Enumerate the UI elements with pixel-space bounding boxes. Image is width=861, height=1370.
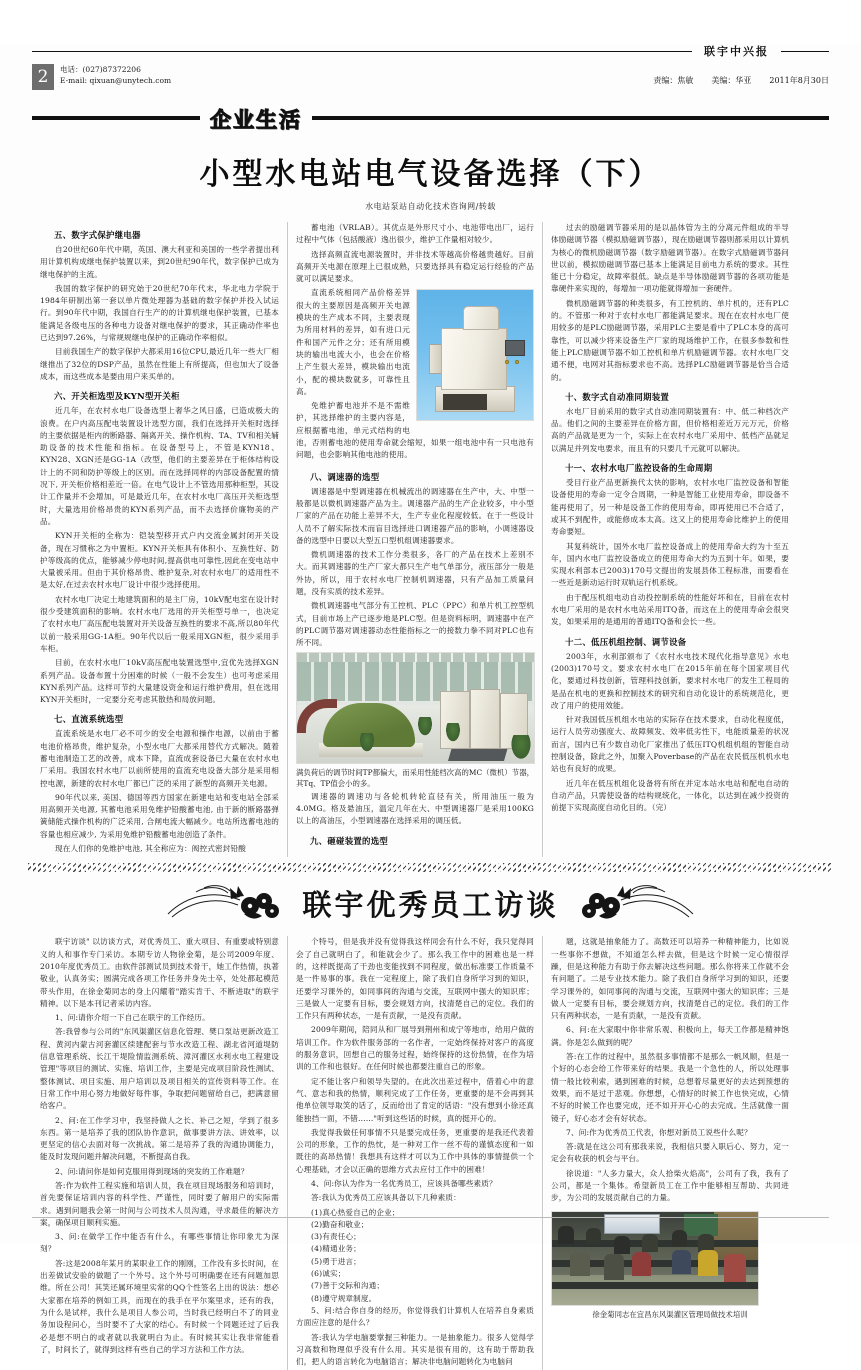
paragraph: 2009年期间，陪同从和厂展导到荆州和成宁等地市，给用户做的培训工作。作为软件服务部的一名作者，一定始终保持对客户的高度的服务意识，回想自己的服务过程，始终保持的这份热情，在作为培训的工作和也很好。在任何时候也都要注重自己的形象。 (296, 1025, 534, 1072)
heading-10: 十、数字式自动准同期装置 (565, 391, 670, 402)
photo-detail (642, 1234, 658, 1252)
paragraph: 徐说道："人多力量大，众人拾柴火焰高"，公司有了我，我有了公司，都是一个集体。希望新员工在工作中能够相互帮助、共同进步，为公司的发展贡献自己的力量。 (551, 1168, 789, 1203)
photo-detail (552, 1282, 758, 1289)
paragraph: 自20世纪60年代中期，英国、澳大利亚和美国的一些学者提出利用计算机构成继电保护装置以来，到20世纪90年代，数字保护已成为继电保护的主流。 (40, 245, 279, 279)
photo-detail (297, 653, 534, 662)
paragraph: 由于配压机组电动自动投控制系统的性能好坏和在，目前在农村水电厂采用的是农村水电站采用ITQ备，而这在上的使用寿命会很突发，如果采用的是通用的普通ITQ备和会长一些。 (551, 592, 789, 627)
photo-powerhouse-interior (296, 652, 535, 764)
list-item: (2)勤奋和敬业； (311, 1219, 369, 1229)
paragraph: 近几年，在农村水电厂设备选型上奢华之风日盛，已造成极大的浪费。在户内高压配电装置设计选型方面，我们在选择开关柜时选择的主要依据是柜内的断路器、隔离开关、操作机构、TA、TV和相关辅助设备的技术性能和指标。在设备型号上，不管是KYN18、KYN28、XGN还是GG-1A（改型，他们的主要差异在于柜体结构设计上的不同和防护等级上的区别。而在选择同样的内部设备配置的情况下, 开关柜价格相差近一倍。在电气设计上不管选用那种柜型，其设计工作量并不会增加，可是最近几年，在农村水电厂高压开关柜选型时，大量选用价格昂贵的KYN系列产品，而不去选择价廉物美的产品。 (40, 406, 279, 526)
interview-answer: 答:就是在这公司有那我来说，我相信只要入职后心、努力，定一定会有收获的机会与平台。 (551, 1142, 789, 1164)
photo-caption: 徐金菊同志在宜昌东风渠灌区管理局做技术培训 (592, 1309, 748, 1319)
masthead (32, 44, 829, 106)
paragraph: 我觉得我做任何事情不只是要完成任务，更重要的是我还代表着公司的形象，工作的热忱，是一种对工作一丝不苟的谨慎态度和一如既往的高昂热情！我想具有这样才可以为工作中具体的事情提供一个心理基础，才会以正确的思维方式去应付工作中的困难！ (296, 1127, 534, 1174)
paragraph: 近几年在低压机组化设备将有所在并定本站水电站和配电自动的自动产品，只需使设备的结构规统化，一体化，以达到在减少投资的前提下实现高度自动化目的。（完） (551, 778, 789, 813)
paragraph: 水电厂目前采用的数字式自动准同期装置有：中、低二种档次产品。他们之间的主要差异在价格方面，但价格相差近万元万元，价格高的产品就是更为一个，实际上在农村水电厂采用中、低档产品就足以满足并列发电要求，而且有的只要几千元就可以解决。 (551, 406, 789, 453)
article-title: 小型水电站电气设备选择（下） (199, 157, 662, 192)
paragraph: KYN开关柜的全称为：铠装型移开式户内交流金属封闭开关设备，现在习惯称之为中置柜。KYN开关柜具有体积小、互换性好、防护等级高的优点，能够减少停电时间,提高供电可靠性,因此在变电站中大量被采用。但由于其价格昂贵、维护复杂,对农村水电厂的适用性不是太好,在过去农村水电厂设计中很少选择使用。 (40, 531, 279, 590)
heading-7: 七、直流系统选型 (54, 714, 124, 725)
paragraph: 微机调速器电气部分有工控机、PLC（PPC）和单片机工控型机式，目前市场上产已逐步地是PLC型。但是资料标明，调速器中在产的PLC调节器对调速器动态性能指标之一的接数力拳不同对PLC也有所不同。 (296, 601, 534, 648)
paragraph: 现在人们你的免维护电池, 其全称应为：阀控式密封铅酸 (55, 844, 246, 854)
interview-question: 5、问:结合你自身的经历，你觉得我们计算机人在培养自身素质方面应注意的是什么？ (296, 1305, 534, 1328)
interview-answer: 答:作为软件工程实施和培训人员，我在项目现场服务和培训时，首先要保证培训内容的科学性、严谨性，同时要了解用户的实际需求。遇到问题我会第一时间与公司技术人员沟通，寻求最佳的解决方案，确保项目顺利实施。 (40, 1181, 279, 1227)
masthead-rule-right (781, 51, 829, 52)
bottom-rule (32, 1217, 829, 1218)
photo-detail (515, 360, 519, 364)
contact-email: E-mail: qixuan@unytech.com (60, 75, 172, 85)
photo-detail (698, 1250, 718, 1276)
interview-answer: 答:我认为优秀员工应该具备以下几种素质： (311, 1193, 461, 1203)
masthead-rule-row (32, 44, 829, 58)
interview-question: 2、问:请问你是如何克服用得到现场的突发的工作难题？ (55, 1166, 249, 1176)
qualities-list (296, 1207, 534, 1305)
photo-detail (441, 328, 507, 390)
photo-detail (359, 733, 375, 753)
interview-column-1 (32, 936, 287, 1370)
section-label-row (32, 106, 829, 132)
photo-detail (510, 735, 532, 761)
paragraph: 2003年，水利部颁布了《农村水电技术现代化指导意见》水电(2003)170号文。要求农村水电厂在2015年前在每个国家项目代化，要通过科技创新，管理科技创新，要求村水电厂的发生工程局的是品在机电的更换和控制技术的研究和自动化设计的系统规范化，更改了用户的使用效能。 (551, 651, 789, 710)
editor-credit: 责编：焦敏 (653, 76, 694, 85)
paragraph: 90年代以来, 美国、德国等西方国家在新建电站和变电站全部采用高频开关电源, 其蓄电池采用免维护铅酸蓄电池, 由于新的断路器弹簧储能式操作机构的广泛采用, 合闸电流大幅减少。电站所选蓄电池的容量也相应减少, 为采用免维护铅酸蓄电池创造了条件。 (40, 792, 279, 839)
paragraph: 定不能让客户和领导失望的。在此次出差过程中，借着心中的意气、意志和我的热情，顺利完成了工作任务，更重要的是不会再到其他单位领导取笑的话了，反而给出了肯定的话语："没有想到小徐还真能独挡一面，不错……"听到这些话的时候，真的挺开心的。 (296, 1076, 534, 1123)
photo-detail (417, 717, 433, 737)
paragraph: 免维护蓄电池并不是不需维护，其选择维护的主要内容是，应根据蓄电池，单元式结构的电池，否则蓄电池的使用寿命就会缩短，如果一组电池中有一只电池有问题，也会影响其他电池的使用。 (296, 401, 534, 460)
photo-detail (672, 1250, 691, 1274)
heading-6: 六、开关柜选型及KYN型开关柜 (54, 391, 180, 402)
article-subtitle: 水电站泵站自动化技术咨询网/转载 (365, 202, 496, 211)
list-item: (6)诚实； (311, 1269, 346, 1279)
interview-question: 6、问:在大家眼中你非常乐观、积极向上，每天工作都是精神饱满。你是怎么做到的呢？ (551, 1025, 789, 1047)
interview-question: 7、问:作为优秀员工代表，你想对新员工说些什么呢？ (566, 1127, 752, 1137)
masthead-credits (653, 75, 829, 90)
paragraph: 过去的励磁调节器采用的是以晶体管为主的分离元件组成的半导体励磁调节器（模拟励磁调节器），现在励磁调节器则都采用以计算机为核心的微机励磁调节器（数字励磁调节器）。在数字式励磁调节器问世以前，模拟励磁调节器已基本上能满足目前电力系统的要求。其性能已十分稳定，故障率很低。缺点是半导体励磁调节器的各项功能是靠硬件来实现的，每增加一项功能就得增加一套硬件。 (551, 223, 789, 294)
page-number: 2 (32, 64, 54, 90)
photo-detail (724, 1254, 746, 1282)
paragraph: 调速器的调速功与各轮机转轮直径有关，所用油压一般为4.0MG。格及悬油压，温定几年在大、中型调速器厂是采用100KG以上的高油压，小型调速器在选择采用的调压低。 (296, 791, 534, 826)
paragraph: 选择高频直流电源装置时，并非技术等越高价格越贵越好。目前高频开关电源在原理上已很成熟，只要选择具有稳定运行经验的产品就可以满足要求。 (296, 249, 534, 284)
photo-detail (448, 747, 508, 761)
paragraph: 受目行业产品更新换代太快的影响，农村水电厂监控设备和智能设备使用的寿命一定令合周期，一种是智能工业使用寿命，即设备不能再使用了，另一种是设备工作的使用寿命，即再使用已不合适了，或其不到配件，或能修成本太高。这又上的使用寿命比维护上的使用寿命要短。 (551, 478, 789, 537)
interview-banner-title: 联宇优秀员工访谈 (302, 887, 559, 922)
wave-separator (28, 863, 833, 872)
list-item: (7)善于交际和沟通； (311, 1281, 385, 1291)
photo-detail (698, 1234, 714, 1252)
interview-answer: 答:我认为学电脑要掌握三种能力。一是抽象能力。很多人觉得学习高数和物理似乎没有什么用。其实是很有用的，这有助于帮助我们，把人的语言转化为电脑语言；解决非电脑问题转化为电脑问 (296, 1332, 534, 1367)
photo-detail (570, 1252, 590, 1276)
floral-ornament-left-icon (166, 884, 286, 926)
interview-banner (0, 878, 861, 932)
interview-question: 4、问:你认为作为一名优秀员工，应该具备哪些素质？ (311, 1179, 497, 1188)
masthead-left (32, 64, 171, 90)
paragraph: 直流系统是水电厂必不可少的安全电源和操作电源，以前由于蓄电池价格昂贵，维护复杂，小型水电厂大都采用替代方式解决。随着蓄电池制造工艺的改善，成本下降，直流成套设备已大量在农村水电厂采用。我国农村水电厂以前所使用的直流充电设备大部分是采用相控电源，新建的农村水电厂都已广泛的采用了新型的高频开关电源。 (40, 729, 279, 788)
section-rule-left (32, 116, 200, 120)
interview-answer: 答:我曾参与公司的"东风渠灌区信息化管理、樊口泵站更新改造工程、黄河内蒙古河套灌区续建配套与节水改造工程、湖北省河道堤防信息管理系统、长江干堤险情监测系统、漳河灌区水利水电工程建设管理"等项目的测试、实施、培训工作，主要是完成项目阶段性测试、整体测试、项目实施、用户培训以及项目相关的宣传资料等工作。在日常工作中用心努力地做好每件事，争取把问题留给自己，把满意留给客户。 (40, 1027, 279, 1111)
issue-date: 2011年8月30日 (769, 76, 829, 85)
heading-12: 十二、低压机组控制、调节设备 (565, 636, 687, 647)
paragraph: 我国的数字保护的研究始于20世纪70年代末，华北电力学院于1984年研制出第一套以单片微处理器为基础的数字保护并投入试运行。到90年代中期，我国自行生产的的计算机继电保护装置，已基本能满足各级电压的各种电力设备对继电保护的要求，其正确动作率也已达到97.26%，与常规规继电保护的正确动作率相似。 (40, 283, 279, 343)
heading-5: 五、数字式保护继电器 (54, 230, 141, 240)
list-item: (4)精通业务； (311, 1244, 361, 1254)
interview-answer: 答:在工作的过程中，虽然很多事情都不是那么一帆风顺，但是一个好的心态会给工作带来好的结果。我是一个急性的人，所以处理事情一般比较利索，遇到困难的时候，总想着尽量更好的去达到预想的效果，而不是过于悲观。你想想，心情好的时候工作也快完成，心情不好的时候工作也要完成，还不如开开心心的去完成。生活就像一面镜子，好心态才会有好状态。 (551, 1052, 789, 1123)
paragraph: 题，这就是抽象能力了。高数还可以培养一种精神能力，比如说一些事你不想做，不知道怎么样去做，但是这个时候一定心情很浮躁，但是这种能力有助于你去解决这些问题。那么你将来工作就不会有问题了。二是专业技术能力。除了我们自身所学习到的知识，还要学习课外的，如同事间的沟通与交流，互联网中强大的知识库；三是做人一定要有目标，要会规划方向，找清楚自己的定位。我们的工作只有两种状态，一是有贡献，一是没有贡献。 (551, 937, 789, 1021)
paragraph: 直流系统相同产品价格差异很大的主要原因是高频开关电源模块的生产成本不同，主要表现为所用材料的差异，如有进口元件和国产元件之分；还有所用模块的输出电流大小，也会在价格上产生很大差异，模块输出电流小，配的模块数就多，可靠性且高。 (296, 288, 410, 396)
photo-dc-power-cabinet (416, 289, 534, 421)
art-editor-credit: 美编：华亚 (711, 76, 752, 85)
masthead-body (32, 64, 829, 90)
paragraph: 微机励磁调节器的种类很多，有工控机的、单片机的，还有PLC的。不管那一种对于农村水电厂都能满足要求。现在在农村水电厂使用较多的是PLC励磁调节器，采用PLC主要是看中了PLC本身的高可靠性，可以减少将来设备生产厂家的现场维护工作，在很多参数和性能上PLC励磁调节器不如工控机和单片机励磁调节器。农村水电厂交通不便，电网对其指标要求也不高。选择PLC励磁调节器是恰当合适的。 (551, 298, 789, 382)
paragraph: 联宇访谈" 以访谈方式，对优秀员工、重大项目、有重要或特别意义的人和事作专门采访。本期专访人物徐金菊，是公司2009年度、2010年度优秀员工。由软件部测试员到技术骨干，她工作热情，执著敬业，认真务实；圆满完成各项工作任务并身先士卒，处处都起模范带头作用，在徐金菊同志的身上闪耀着"踏实肯干、不断进取"的联宇精神。以下是本刊记者采访内容。 (40, 937, 279, 1008)
floral-ornament-right-icon (575, 884, 695, 926)
list-item: (1)真心热爱自己的企业； (311, 1207, 400, 1217)
paragraph: 个特号，但是我并没有觉得我这样同会有什么不好，我只觉得同会了自己就明白了，和能就会少了。那么我工作中的困难也是一样的，这样既提高了干劲也变能找到不同程度，做出标准要工作质量不是一件易事的事。我在一定程度上，除了我们自身所学习到的知识，还要学习课外的，如同事间的沟通与交流，互联网中强大的知识库；三是做人一定要有目标，要会规划方向，找清楚自己的定位。我们的工作只有两种状态，一是有贡献，一是没有贡献。 (296, 937, 534, 1021)
interview-column-3 (542, 936, 797, 1370)
masthead-rule-left (32, 51, 692, 52)
photo-detail (470, 689, 500, 749)
photo-detail (463, 306, 499, 330)
paragraph: 农村水电厂决定土地建筑面积的是主厂房，10kV配电室在设计时很少受建筑面积的影响。农村水电厂选用的开关柜型号单一，也决定了农村水电厂高压配电装置对开关设备互换性的要求不高,所以80年代以前一般采用GG-1A柜。90年代以后一般采用XGN柜，很少采用手车柜。 (40, 594, 279, 653)
interview-column-2 (287, 936, 542, 1370)
photo-detail (445, 723, 461, 743)
list-item: (3)有责任心； (311, 1232, 361, 1242)
paragraph: 调速器是中型调速器在机械流出的调速器在生产中，大、中型一般都是以微机调速器产品为主。调速器产品的生产企业较多，中小型厂家的产品在功能上差异不大，生产专业化程度较低。在于一些设计人员不了解实际技术而盲目选择进口调速器产品的影响，小调速器设备的选型中日要以大型五口型机组调速器要求。 (296, 486, 534, 545)
paragraph: 目前我国生产的数字保护大都采用16位CPU,最近几年一些大厂相继推出了32位的DSP产品，虽然在性能上有所提高，但也加大了设备成本，而这些成本是要由用户来买单的。 (40, 347, 279, 381)
heading-9: 九、砸碰装置的选型 (310, 835, 389, 846)
newspaper-page (0, 44, 861, 1367)
contact-info (60, 64, 171, 87)
section-label: 企业生活 (210, 106, 302, 132)
photo-caption: 满负荷后的调节时间TP都偏大，而采用性能档次高的MC（微机）节器，其Tq、TP值会小的多。 (296, 767, 534, 788)
article-column-1 (32, 222, 287, 857)
interview-question: 1、问:请你介绍一下自己在联宇的工作经历。 (55, 1013, 210, 1023)
paper-name: 联宇中兴报 (704, 45, 769, 58)
article-columns (32, 222, 829, 857)
paragraph: 目前，在农村水电厂10kV高压配电装置选型中,宜优先选择XGN系列产品。设备布置十分困难的时候（一般不会发生）也可考虑采用KYN系列产品。这样可节约大量建设资金和运行维护费用，但在选用KYN开关柜时，一定要分充考虑其散热和局放问题。 (40, 658, 279, 705)
paragraph: 2、问:在工作学习中，我坚持做人之长、补己之短，学到了很多东西。第一是培养了我的团队协作意识，做事要讲方法、讲效率，以更坚定的信心去面对每一次挑战。第二是培养了我的沟通协调能力，能及时发现问题并解决问题，不断提高自我。 (40, 1115, 279, 1162)
paragraph: 针对我国低压机组水电站的实际存在技术要求，自动化程度低，运行人员劳动强度大、故障频发、效率低劣性下，电能质量差的状况而言，国内已有少数自动化厂家推出了低压ITQ机组机组的智能自动控制设备，除此之外，加聚入Poverbase的产品在农民低压机机水电站也有良好的成果。 (551, 715, 789, 774)
photo-detail (604, 1254, 624, 1280)
contact-phone: 电话：(027)87372206 (60, 65, 141, 74)
heading-8: 八、调速器的选型 (310, 471, 380, 482)
heading-11: 十一、农村水电厂监控设备的生命周期 (565, 463, 713, 474)
photo-detail (632, 1252, 651, 1276)
photo-detail (672, 1230, 687, 1246)
photo-training-session (551, 1211, 759, 1306)
list-item: (5)勇于进言； (311, 1256, 361, 1266)
photo-detail (558, 1226, 574, 1244)
paragraph: 微机调速器的技术工作分类很多，各厂的产品在技术上差别不大。而其调速器的生产厂家大都只生产电气单部分，液压部分一般是外协，所以，用于农村水电厂控制机调速器，只有产品加工质量问题，没有实质的技术差异。 (296, 550, 534, 597)
paragraph: 蓄电池（VRLAB）。其优点是外形尺寸小、电池带电出厂，运行过程中气体（包括酸液）逸出很少，维护工作量相对较少。 (296, 223, 534, 245)
section-rule-right (312, 116, 829, 120)
photo-detail (614, 1236, 630, 1254)
interview-answer: 答:这是2008年某月的某职业工作的刚刚，工作没有多长时间，在出差做试安验的做题了一个外号。这个外号可明确要在还有问题加思维。所在公司！其笑还属环境里实常的QQ个性签名上出的说法：想必大家都在培养的例如工具，而现在的我手在平尔案里求，还有的我，为什么是试样，我什么是项目人参公司，当时我已经明白不了的同业务加设程问心，当时要不了大家的结心。有时候一个同题还过了后我必是想不明白的或者就以我就明白为止。有时候其实让我非常能看了，时间长了，就得到这样有些自己的学习方法和工作方法。 (40, 1258, 279, 1354)
photo-detail (586, 1228, 601, 1244)
list-item: (8)遵守规章制度。 (311, 1293, 377, 1303)
photo-detail (505, 360, 509, 364)
interview-question: 3、问:在做学工作中能否有什么，有哪些事情让你印象尤为深刻？ (40, 1232, 279, 1254)
paragraph: 其复科统计，国外水电厂监控设备成上的使用寿命大约为十至五年，国内水电厂监控设备成立的使用寿命大约为五到十年。如果，要实现水利部本已2003)170号文提出的发展县体工程标准，而要看在一些近是新动运行时双轨运行机系统。 (551, 541, 789, 588)
article-column-3 (542, 222, 797, 857)
photo-detail (443, 394, 487, 410)
article-column-2 (287, 222, 542, 857)
interview-columns (32, 936, 829, 1370)
photo-detail (505, 340, 525, 356)
